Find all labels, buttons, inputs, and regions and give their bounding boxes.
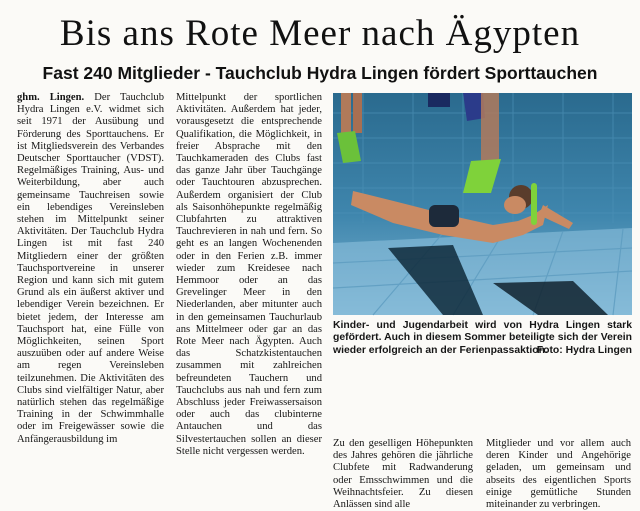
- article-column-2: [176, 92, 322, 464]
- article-paragraph-1: [17, 92, 164, 446]
- column-1-text: Der Tauchclub Hydra Lingen e.V. widmet sich seit 1971 der Ausübung und Förderung des Sporttauchens. Er ist Mitgliedsverein des Verbandes Deutscher Sporttaucher (VDST). Regelmäßiges Training, Aus- und Weiterbildung, aber auch gemeinsame Tauchreisen sowie ein lebendiges Vereinsleben stehen im Mittelpunkt seiner Aktivitäten. Der Tauchclub Hydra Lingen ist mit fast 240 Mitgliedern einer der größten Tauchsportvereine in unserer Region und kann sich mit gutem Grund als ein äußerst aktiver und lebendiger Verein bezeichnen. Er bietet jedem, der Interesse am Tauchsport hat, eine Fülle von Möglichkeiten, seinen Sport auszuüben oder auf andere Weise am regen Vereinsleben teilzunehmen. Die Aktivitäten des Clubs sind vielfältiger Natur, aber natürlich stehen das regelmäßige Training in der Schwimmhalle oder im Freigewässer sowie die Anfängerausbildung im: [17, 92, 164, 445]
- article-column-3: [333, 438, 473, 511]
- photo-credit: Foto: Hydra Lingen: [536, 345, 632, 356]
- column-2-text: Mittelpunkt der sportlichen Aktivitäten. Außerdem hat jeder, vorausgesetzt die entsprechende Qualifikation, die Möglichkeit, in freier Absprache mit den Tauchkameraden des Clubs fast das ganze Jahr über Tauchgänge oder Tauchtouren abzusprechen. Außerdem organisiert der Club als Saisonhöhepunkte regelmäßig Clubfahrten zu attraktiven Tauchrevieren in nah und fern. So geht es an langen Wochenenden oder in den Ferien z.B. immer wieder zum Kreidesee nach Hemmoor oder an das Grevelinger Meer in den Niederlanden, aber mitunter auch in den gemeinsamen Tauchurlaub ans Mittelmeer oder gar an das Rote Meer nach Ägypten. Auch das Schatzkistentauchen zusammen mit zahlreichen befreundeten Tauchern und Tauchclubs aus nah und fern zum Abschluss jeder Freiwassersaison oder auch das clubinterne Antauchen und das Silvestertauchen sollen an dieser Stelle nicht vergessen werden.: [176, 92, 322, 457]
- dateline: ghm. Lingen.: [17, 92, 85, 103]
- diver-photo: [333, 93, 632, 315]
- photo-caption: Kinder- und Jugendarbeit wird von Hydra Lingen stark gefördert. Auch in diesem Sommer beteiligte sich der Verein wieder erfolgreich an der Ferienpassaktion.: [333, 320, 632, 356]
- column-3-text: Zu den geselligen Höhepunkten des Jahres gehören die jährliche Clubfete mit Radwanderung oder Emsschwimmen und die Weihnachtsfeier. Zu diesen Anlässen sind alle: [333, 438, 473, 511]
- article-column-1: [17, 92, 164, 464]
- subheadline: Fast 240 Mitglieder - Tauchclub Hydra Lingen fördert Sporttauchen: [42, 63, 598, 83]
- column-4-text: Mitglieder und vor allem auch deren Kinder und Angehörige geladen, um gemeinsam und abseits des eigentlichen Sports einige gemütliche Stunden miteinander zu verbringen.: [486, 438, 631, 511]
- underwater-swimmer-image: [333, 93, 632, 315]
- article-column-4: [486, 438, 631, 511]
- headline: Bis ans Rote Meer nach Ägypten: [59, 13, 581, 54]
